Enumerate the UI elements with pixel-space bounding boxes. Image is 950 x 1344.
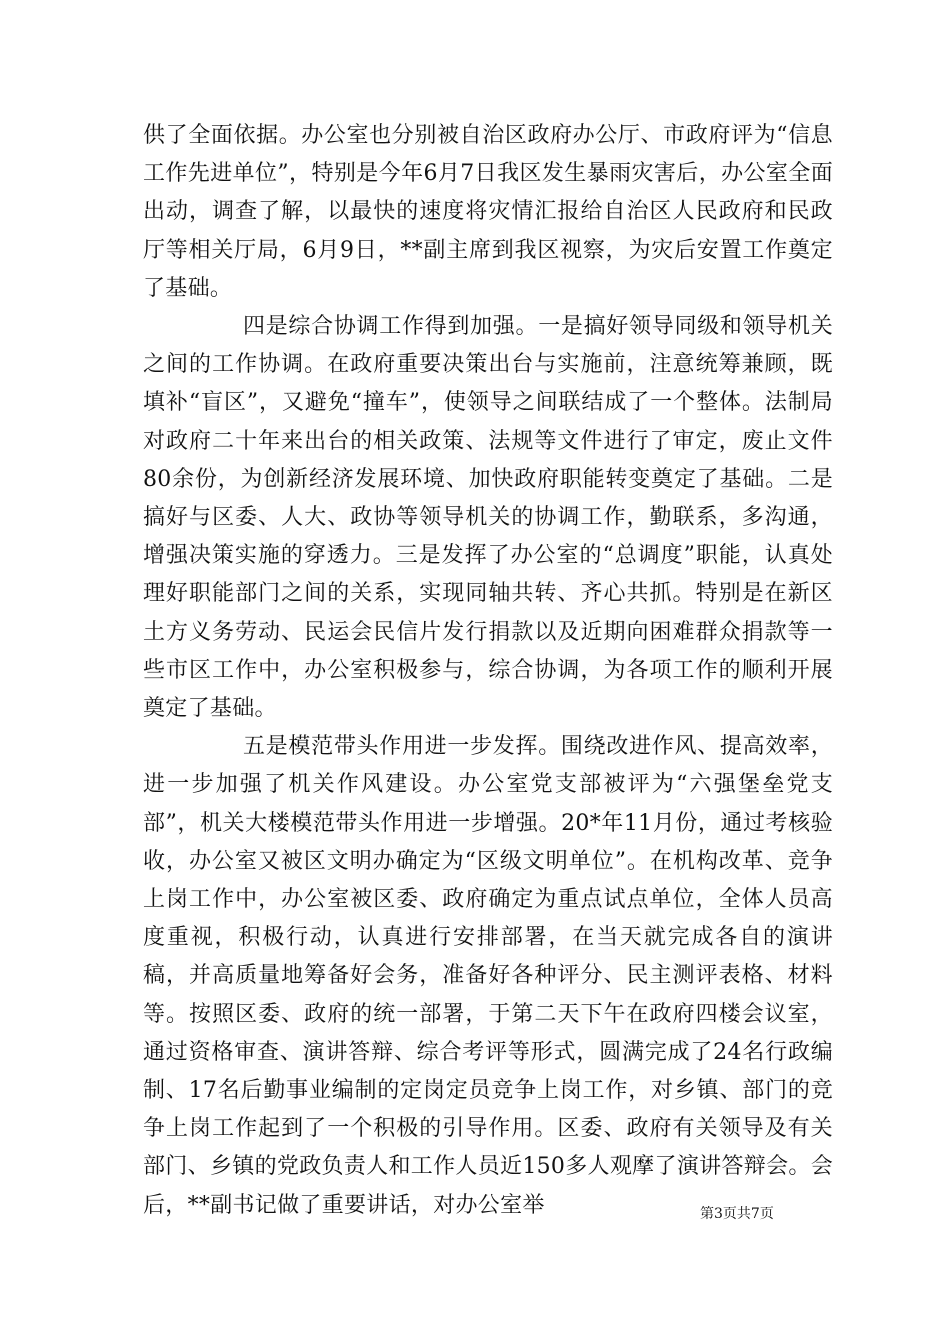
document-body: [143, 117, 833, 1225]
page-number-footer: 第3页共7页: [700, 1206, 774, 1222]
paragraph-role-model: 五是模范带头作用进一步发挥。围绕改进作风、提高效率，进一步加强了机关作风建设。办公室党支部被评为“六强堡垒党支部”，机关大楼模范带头作用进一步增强。20*年11月份，通过考核验收，办公室又被区文明办确定为“区级文明单位”。在机构改革、竞争上岗工作中，办公室被区委、政府确定为重点试点单位，全体人员高度重视，积极行动，认真进行安排部署，在当天就完成各自的演讲稿，并高质量地筹备好会务，准备好各种评分、民主测评表格、材料等。按照区委、政府的统一部署，于第二天下午在政府四楼会议室，通过资格审查、演讲答辩、综合考评等形式，圆满完成了24名行政编制、17名后勤事业编制的定岗定员竞争上岗工作，对乡镇、部门的竞争上岗工作起到了一个积极的引导作用。区委、政府有关领导及有关部门、乡镇的党政负责人和工作人员近150多人观摩了演讲答辩会。会后，**副书记做了重要讲话，对办公室举: [143, 734, 833, 1218]
paragraph-coordination: 四是综合协调工作得到加强。一是搞好领导同级和领导机关之间的工作协调。在政府重要决策出台与实施前，注意统筹兼顾，既填补“盲区”，又避免“撞车”，使领导之间联结成了一个整体。法制局对政府二十年来出台的相关政策、法规等文件进行了审定，废止文件80余份，为创新经济发展环境、加快政府职能转变奠定了基础。二是搞好与区委、人大、政协等领导机关的协调工作，勤联系，多沟通，增强决策实施的穿透力。三是发挥了办公室的“总调度”职能，认真处理好职能部门之间的关系，实现同轴共转、齐心共抓。特别是在新区土方义务劳动、民运会民信片发行捐款以及近期向困难群众捐款等一些市区工作中，办公室积极参与，综合协调，为各项工作的顺利开展奠定了基础。: [143, 314, 833, 722]
paragraph-continuation: 供了全面依据。办公室也分别被自治区政府办公厅、市政府评为“信息工作先进单位”，特别是今年6月7日我区发生暴雨灾害后，办公室全面出动，调查了解，以最快的速度将灾情汇报给自治区人民政府和民政厅等相关厅局，6月9日，**副主席到我区视察，为灾后安置工作奠定了基础。: [143, 123, 833, 301]
